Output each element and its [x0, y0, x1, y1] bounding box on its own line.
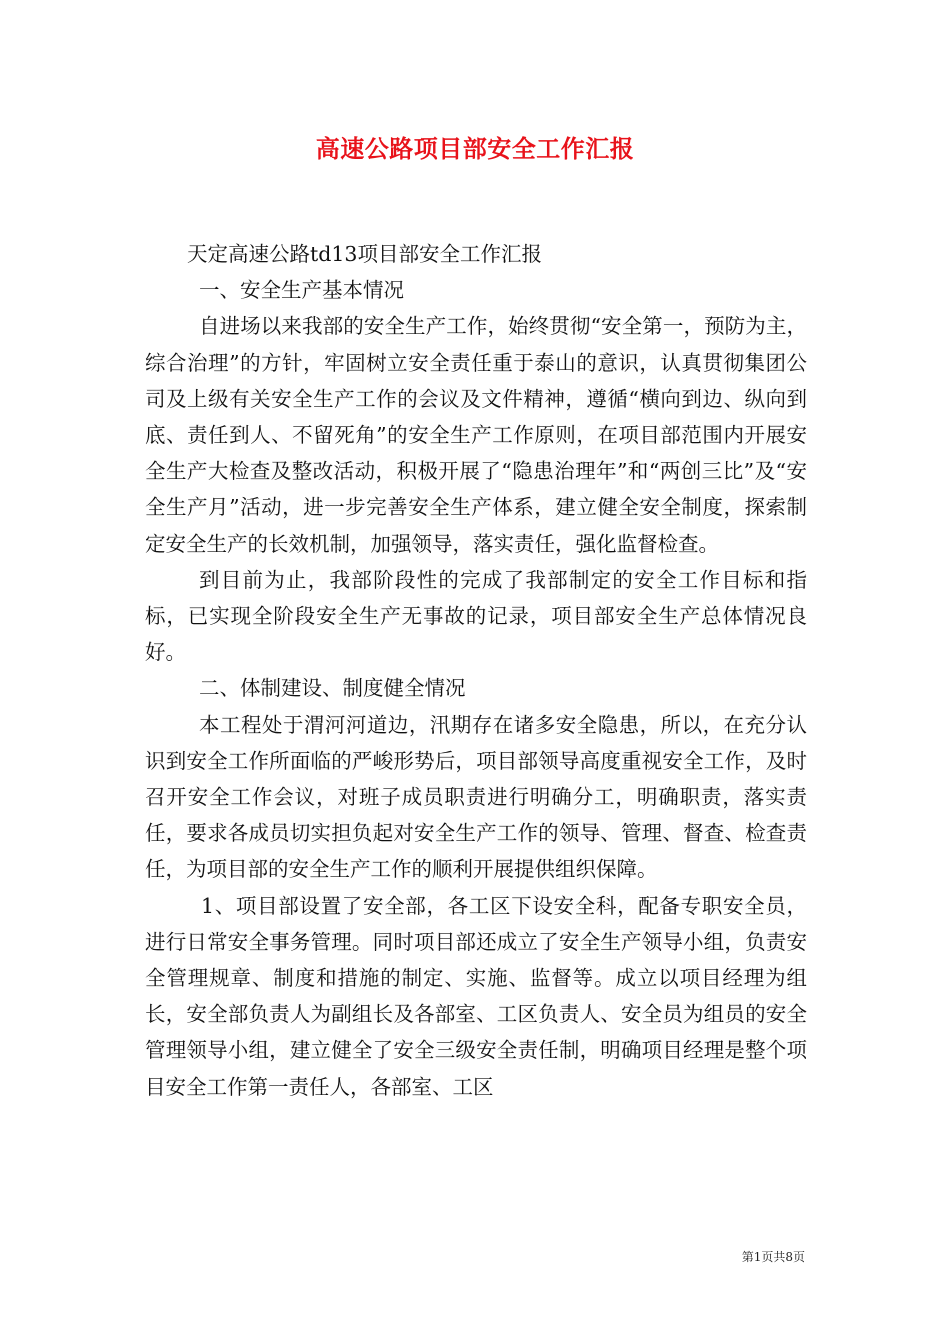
paragraph: 本工程处于渭河河道边，汛期存在诸多安全隐患，所以，在充分认识到安全工作所面临的严峻形势后，项目部领导高度重视安全工作，及时召开安全工作会议，对班子成员职责进行明确分工，明确职责，落实责任，要求各成员切实担负起对安全生产工作的领导、管理、督查、检查责任，为项目部的安全生产工作的顺利开展提供组织保障。	[145, 712, 807, 882]
section-heading-1: 一、安全生产基本情况	[199, 278, 404, 303]
page-number: 第1页共8页	[741, 1250, 805, 1264]
paragraph: 自进场以来我部的安全生产工作，始终贯彻“安全第一，预防为主，综合治理”的方针，牢固树立安全责任重于泰山的意识，认真贯彻集团公司及上级有关安全生产工作的会议及文件精神，遵循“横向到边、纵向到底、责任到人、不留死角”的安全生产工作原则，在项目部范围内开展安全生产大检查及整改活动，积极开展了“隐患治理年”和“两创三比”及“安全生产月”活动，进一步完善安全生产体系，建立健全安全制度，探索制定安全生产的长效机制，加强领导，落实责任，强化监督检查。	[145, 314, 807, 556]
document-title: 高速公路项目部安全工作汇报	[315, 134, 635, 163]
report-subtitle: 天定高速公路td13项目部安全工作汇报	[187, 242, 542, 266]
document-body	[145, 236, 807, 1105]
section-heading-2: 二、体制建设、制度健全情况	[199, 676, 466, 701]
paragraph: 1、项目部设置了安全部，各工区下设安全科，配备专职安全员，进行日常安全事务管理。同时项目部还成立了安全生产领导小组，负责安全管理规章、制度和措施的制定、实施、监督等。成立以项目经理为组长，安全部负责人为副组长及各部室、工区负责人、安全员为组员的安全管理领导小组，建立健全了安全三级安全责任制，明确项目经理是整个项目安全工作第一责任人，各部室、工区	[145, 893, 807, 1099]
paragraph: 到目前为止，我部阶段性的完成了我部制定的安全工作目标和指标，已实现全阶段安全生产无事故的记录，项目部安全生产总体情况良好。	[145, 567, 807, 665]
